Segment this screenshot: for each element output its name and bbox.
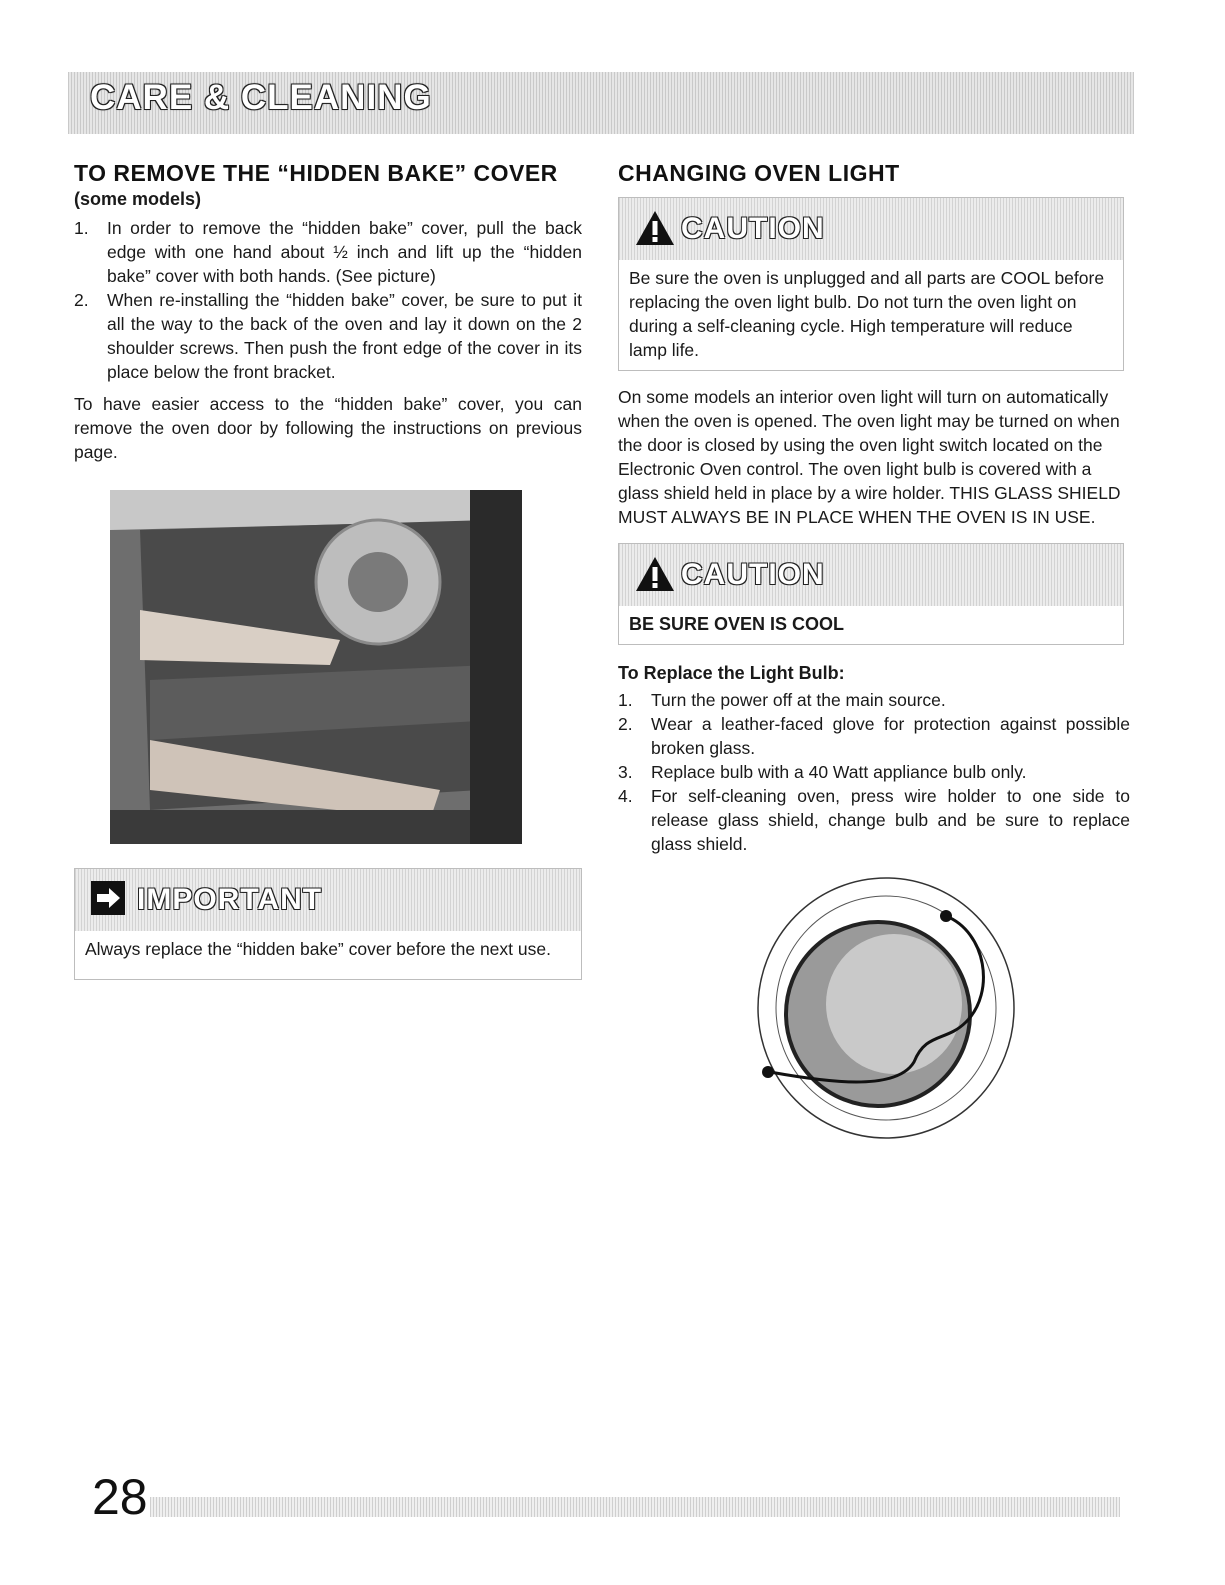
section-subheading: (some models)	[74, 189, 202, 209]
page-number: 28	[92, 1469, 148, 1525]
footer-bar	[150, 1497, 1120, 1517]
oven-photo-illustration	[110, 490, 522, 844]
light-bulb-shield-drawing	[746, 872, 1026, 1144]
important-notice	[74, 868, 582, 980]
caution-text: Be sure the oven is unplugged and all parts are COOL before replacing the oven light bulb. Do not turn the oven light on during a self-cleaning cycle. High temperature will reduce lamp life.	[629, 268, 1105, 360]
caution-notice-cool	[618, 543, 1124, 645]
left-column	[74, 160, 582, 464]
important-text: Always replace the “hidden bake” cover before the next use.	[85, 939, 551, 959]
step-number: 4.	[618, 786, 633, 806]
step-number: 3.	[618, 762, 633, 782]
caution-title: CAUTION	[681, 558, 825, 591]
list-item	[74, 216, 582, 288]
step-number: 1.	[618, 690, 633, 710]
page-title: CARE & CLEANING	[90, 78, 432, 117]
list-item	[618, 760, 1130, 784]
step-number: 1.	[74, 218, 89, 238]
list-item	[618, 688, 1130, 712]
bulb-replacement-section	[618, 663, 1130, 856]
section-heading-oven-light: CHANGING OVEN LIGHT	[618, 160, 900, 186]
warning-triangle-icon	[635, 210, 675, 251]
removal-steps-list	[74, 216, 582, 384]
step-text: Replace bulb with a 40 Watt appliance bulb only.	[651, 762, 1027, 782]
step-number: 2.	[74, 290, 89, 310]
warning-triangle-icon	[635, 556, 675, 597]
step-text: Wear a leather-faced glove for protection against possible broken glass.	[651, 714, 1130, 758]
caution-header	[619, 544, 1123, 606]
caution-notice	[618, 197, 1124, 371]
bulb-steps-list	[618, 688, 1130, 856]
important-header	[75, 869, 581, 931]
bulb-replacement-heading: To Replace the Light Bulb:	[618, 663, 845, 683]
right-column	[618, 160, 1130, 856]
oven-light-description: On some models an interior oven light will turn on automatically when the oven is opened. The oven light may be turned on when the door is closed by using the oven light switch located on the Electronic Oven control. The oven light bulb is covered with a glass shield held in place by a wire holder. THIS GLASS SHIELD MUST ALWAYS BE IN PLACE WHEN THE OVEN IS IN USE.	[618, 387, 1121, 527]
arrow-box-icon	[91, 881, 125, 920]
caution-header	[619, 198, 1123, 260]
step-text: For self-cleaning oven, press wire holder to one side to release glass shield, change bulb and be sure to replace glass shield.	[651, 786, 1130, 854]
step-text: When re-installing the “hidden bake” cover, be sure to put it all the way to the back of the oven and lay it down on the 2 shoulder screws. Then push the front edge of the cover in its place below the front bracket.	[107, 290, 582, 382]
step-text: In order to remove the “hidden bake” cover, pull the back edge with one hand about ½ inch and lift up the “hidden bake” cover with both hands. (See picture)	[107, 218, 582, 286]
oven-cover-photo	[110, 490, 522, 844]
step-text: Turn the power off at the main source.	[651, 690, 946, 710]
caution-text: BE SURE OVEN IS COOL	[629, 614, 845, 634]
step-number: 2.	[618, 714, 633, 734]
important-title: IMPORTANT	[137, 883, 323, 916]
caution-title: CAUTION	[681, 212, 825, 245]
section-heading-hidden-bake: TO REMOVE THE “HIDDEN BAKE” COVER	[74, 160, 558, 186]
oven-door-note: To have easier access to the “hidden bake” cover, you can remove the oven door by following the instructions on previous page.	[74, 394, 582, 462]
list-item	[74, 288, 582, 384]
list-item	[618, 784, 1130, 856]
list-item	[618, 712, 1130, 760]
header-banner	[68, 72, 1134, 134]
